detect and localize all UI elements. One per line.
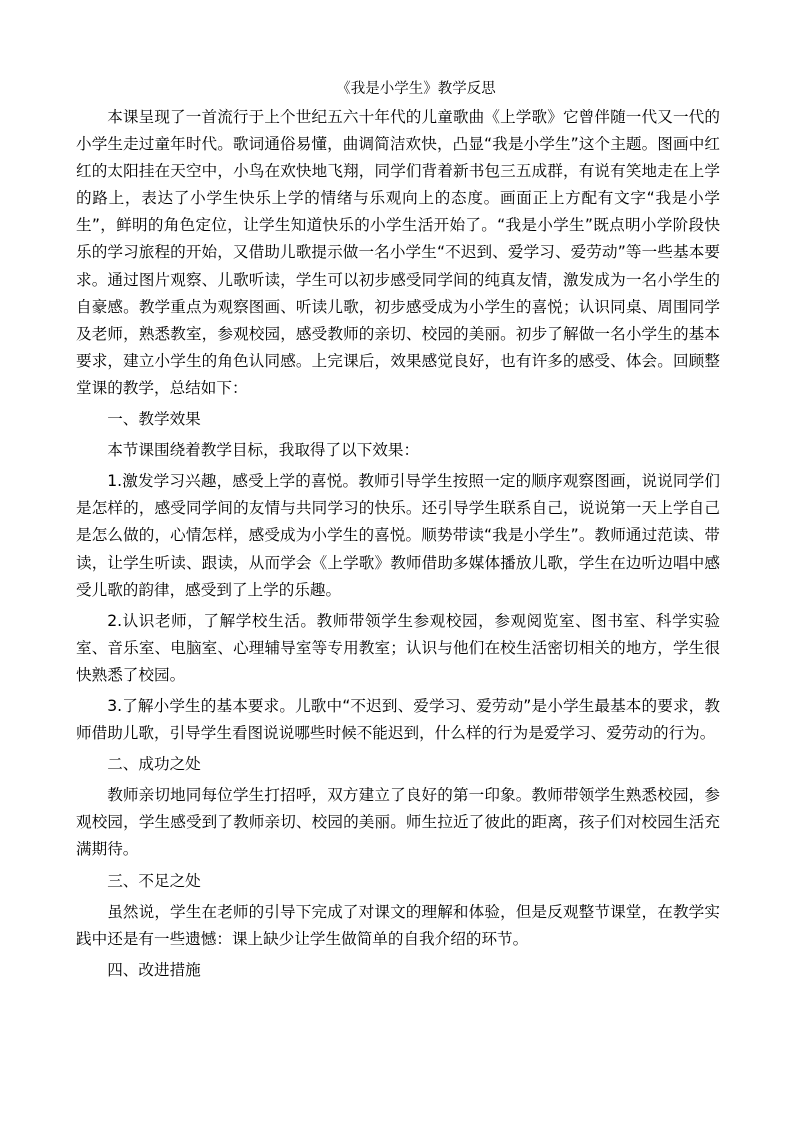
effects-item-2: 2.认识老师，了解学校生活。教师带领学生参观校园，参观阅览室、图书室、科学实验室、音乐室、电脑室、心理辅导室等专用教室；认识与他们在校生活密切相关的地方，学生很快熟悉了校园。 <box>76 611 720 684</box>
intro-paragraph: 本课呈现了一首流行于上个世纪五六十年代的儿童歌曲《上学歌》它曾伴随一代又一代的小学生走过童年时代。歌词通俗易懂，曲调简洁欢快，凸显“我是小学生”这个主题。图画中红红的太阳挂在天空中，小鸟在欢快地飞翔，同学们背着新书包三五成群，有说有笑地走在上学的路上，表达了小学生快乐上学的情绪与乐观向上的态度。画面正上方配有文字“我是小学生”，鲜明的角色定位，让学生知道快乐的小学生活开始了。“我是小学生”既点明小学阶段快乐的学习旅程的开始，又借助儿歌提示做一名小学生“不迟到、爱学习、爱劳动”等一些基本要求。通过图片观察、儿歌听读，学生可以初步感受同学间的纯真友情，激发成为一名小学生的自豪感。教学重点为观察图画、听读儿歌，初步感受成为小学生的喜悦；认识同桌、周围同学及老师，熟悉教室，参观校园，感受教师的亲切、校园的美丽。初步了解做一名小学生的基本要求，建立小学生的角色认同感。上完课后，效果感觉良好，也有许多的感受、体会。回顾整堂课的教学，总结如下： <box>76 108 720 397</box>
success-paragraph: 教师亲切地同每位学生打招呼，双方建立了良好的第一印象。教师带领学生熟悉校园，参观校园，学生感受到了教师亲切、校园的美丽。师生拉近了彼此的距离，孩子们对校园生活充满期待。 <box>76 786 720 859</box>
document-title: 《我是小学生》教学反思 <box>336 81 496 97</box>
effects-item-3: 3.了解小学生的基本要求。儿歌中“不迟到、爱学习、爱劳动”是小学生最基本的要求，教师借助儿歌，引导学生看图说说哪些时候不能迟到，什么样的行为是爱学习、爱劳动的行为。 <box>76 696 720 743</box>
shortcomings-paragraph: 虽然说，学生在老师的引导下完成了对课文的理解和体验，但是反观整节课堂，在教学实践中还是有一些遗憾：课上缺少让学生做简单的自我介绍的环节。 <box>76 902 720 948</box>
section-heading-effects: 一、教学效果 <box>107 410 201 429</box>
section-heading-shortcomings: 三、不足之处 <box>107 871 201 890</box>
section-heading-success: 二、成功之处 <box>107 755 201 774</box>
effects-lead-paragraph: 本节课围绕着教学目标，我取得了以下效果： <box>107 441 420 460</box>
effects-item-1: 1.激发学习兴趣，感受上学的喜悦。教师引导学生按照一定的顺序观察图画，说说同学们是怎样的，感受同学间的友情与共同学习的快乐。还引导学生联系自己，说说第一天上学自己是怎么做的，心情怎样，感受成为小学生的喜悦。顺势带读“我是小学生”。教师通过范读、带读，让学生听读、跟读，从而学会《上学歌》教师借助多媒体播放儿歌，学生在边听边唱中感受儿歌的韵律，感受到了上学的乐趣。 <box>76 472 720 599</box>
document-page <box>76 74 720 984</box>
section-heading-improvements: 四、改进措施 <box>107 960 201 979</box>
